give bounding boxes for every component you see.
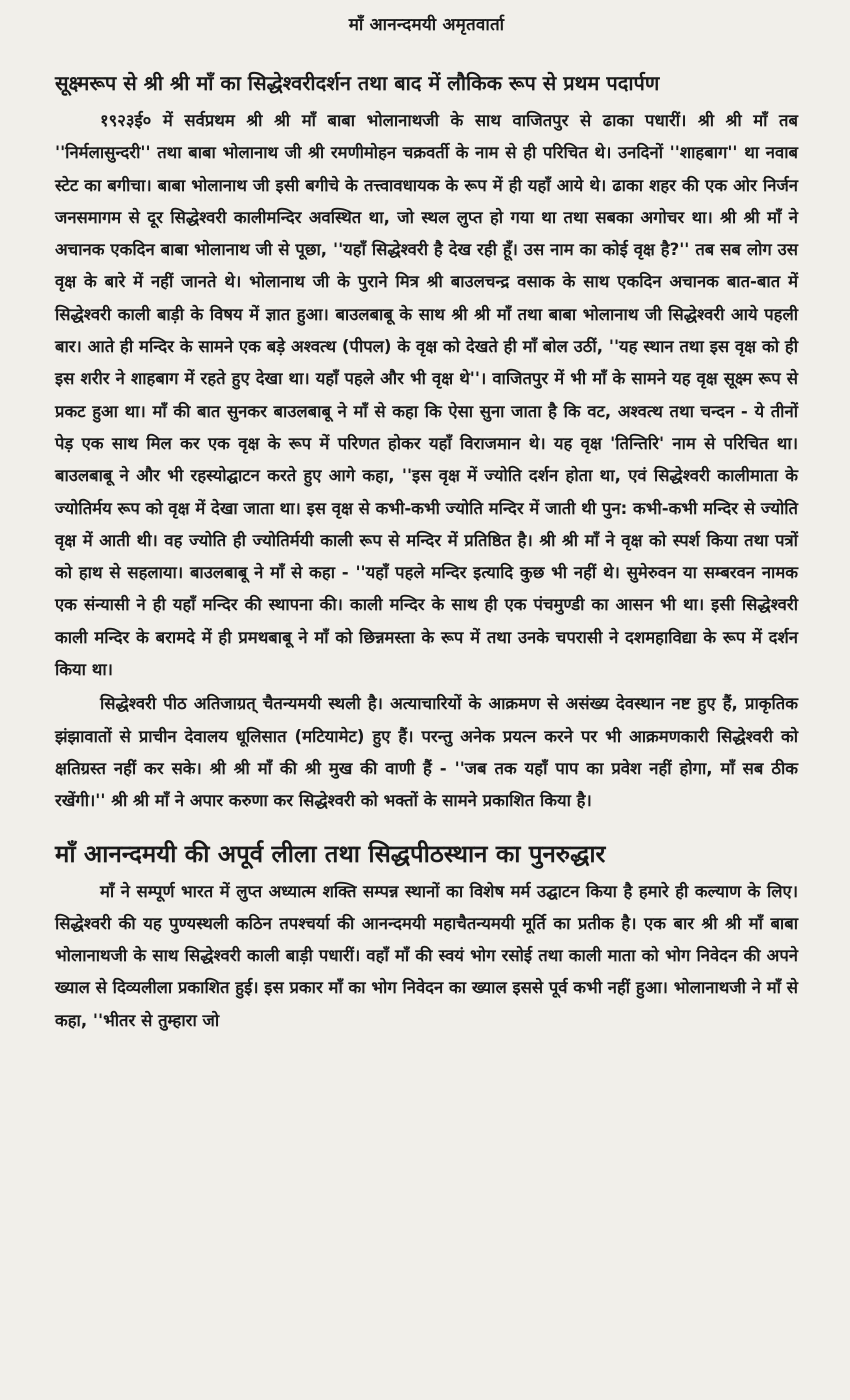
running-header: माँ आनन्दमयी अमृतवार्ता	[348, 15, 505, 35]
paragraph: माँ ने सम्पूर्ण भारत में लुप्त अध्यात्म शक्ति सम्पन्न स्थानों का विशेष मर्म उद्घाटन किया है हमारे ही कल्याण के लिए। सिद्धेश्वरी की यह पुण्यस्थली कठिन तपश्चर्या की आनन्दमयी महाचैतन्यमयी मूर्ति का प्रतीक है। एक बार श्री श्री माँ बाबा भोलानाथजी के साथ सिद्धेश्वरी काली बाड़ी पधारीं। वहाँ माँ की स्वयं भोग रसोई तथा काली माता को भोग निवेदन की अपने ख्याल से दिव्यलीला प्रकाशित हुई। इस प्रकार माँ का भोग निवेदन का ख्याल इससे पूर्व कभी नहीं हुआ। भोलानाथजी ने माँ से कहा, ''भीतर से तुम्हारा जो	[55, 881, 798, 1030]
section-heading: माँ आनन्दमयी की अपूर्व लीला तथा सिद्धपीठस्थान का पुनरुद्धार	[55, 839, 606, 868]
paragraph: १९२३ई० में सर्वप्रथम श्री श्री माँ बाबा भोलानाथजी के साथ वाजितपुर से ढाका पधारीं। श्री श्री माँ तब ''निर्मलासुन्दरी'' तथा बाबा भोलानाथ जी श्री रमणीमोहन चक्रवर्ती के नाम से ही परिचित थे। उनदिनों ''शाहबाग'' था नवाब स्टेट का बगीचा। बाबा भोलानाथ जी इसी बगीचे के तत्त्वावधायक के रूप में ही यहाँ आये थे। ढाका शहर की एक ओर निर्जन जनसमागम से दूर सिद्धेश्वरी कालीमन्दिर अवस्थित था, जो स्थल लुप्त हो गया था तथा सबका अगोचर था। श्री श्री माँ ने अचानक एकदिन बाबा भोलानाथ जी से पूछा, ''यहाँ सिद्धेश्वरी है देख रही हूँ। उस नाम का कोई वृक्ष है?'' तब सब लोग उस वृक्ष के बारे में नहीं जानते थे। भोलानाथ जी के पुराने मित्र श्री बाउलचन्द्र वसाक के साथ एकदिन अचानक बात-बात में सिद्धेश्वरी काली बाड़ी के विषय में ज्ञात हुआ। बाउलबाबू के साथ श्री श्री माँ तथा बाबा भोलानाथ जी सिद्धेश्वरी आये पहली बार। आते ही मन्दिर के सामने एक बड़े अश्वत्थ (पीपल) के वृक्ष को देखते ही माँ बोल उठीं, ''यह स्थान तथा इस वृक्ष को ही इस शरीर ने शाहबाग में रहते हुए देखा था। यहाँ पहले और भी वृक्ष थे''। वाजितपुर में भी माँ के सामने यह वृक्ष सूक्ष्म रूप से प्रकट हुआ था। माँ की बात सुनकर बाउलबाबू ने माँ से कहा कि ऐसा सुना जाता है कि वट, अश्वत्थ तथा चन्दन - ये तीनों पेड़ एक साथ मिल कर एक वृक्ष के रूप में परिणत होकर यहाँ विराजमान थे। यह वृक्ष 'तिन्तिरि' नाम से परिचित था। बाउलबाबू ने और भी रहस्योद्घाटन करते हुए आगे कहा, ''इस वृक्ष में ज्योति दर्शन होता था, एवं सिद्धेश्वरी कालीमाता के ज्योतिर्मय रूप को वृक्ष में देखा जाता था। इस वृक्ष से कभी-कभी ज्योति मन्दिर में जाती थी पुन: कभी-कभी मन्दिर से ज्योति वृक्ष में आती थी। वह ज्योति ही ज्योतिर्मयी काली रूप से मन्दिर में प्रतिष्ठित है। श्री श्री माँ ने वृक्ष को स्पर्श किया तथा पत्रों को हाथ से सहलाया। बाउलबाबू ने माँ से कहा - ''यहाँ पहले मन्दिर इत्यादि कुछ भी नहीं थे। सुमेरुवन या सम्बरवन नामक एक संन्यासी ने ही यहाँ मन्दिर की स्थापना की। काली मन्दिर के साथ ही एक पंचमुण्डी का आसन भी था। इसी सिद्धेश्वरी काली मन्दिर के बरामदे में ही प्रमथबाबू ने माँ को छिन्नमस्ता के रूप में तथा उनके चपरासी ने दशमहाविद्या के रूप में दर्शन किया था।	[55, 111, 798, 680]
paragraph: सिद्धेश्वरी पीठ अतिजाग्रत् चैतन्यमयी स्थली है। अत्याचारियों के आक्रमण से असंख्य देवस्थान नष्ट हुए हैं, प्राकृतिक झंझावातों से प्राचीन देवालय धूलिसात (मटियामेट) हुए हैं। परन्तु अनेक प्रयत्न करने पर भी आक्रमणकारी सिद्धेश्वरी को क्षतिग्रस्त नहीं कर सके। श्री श्री माँ की श्री मुख की वाणी हैं - ''जब तक यहाँ पाप का प्रवेश नहीं होगा, माँ सब ठीक रखेंगी।'' श्री श्री माँ ने अपार करुणा कर सिद्धेश्वरी को भक्तों के सामने प्रकाशित किया है।	[55, 694, 798, 811]
section-heading: सूक्ष्मरूप से श्री श्री माँ का सिद्धेश्वरीदर्शन तथा बाद में लौकिक रूप से प्रथम पदार्पण	[55, 71, 660, 95]
